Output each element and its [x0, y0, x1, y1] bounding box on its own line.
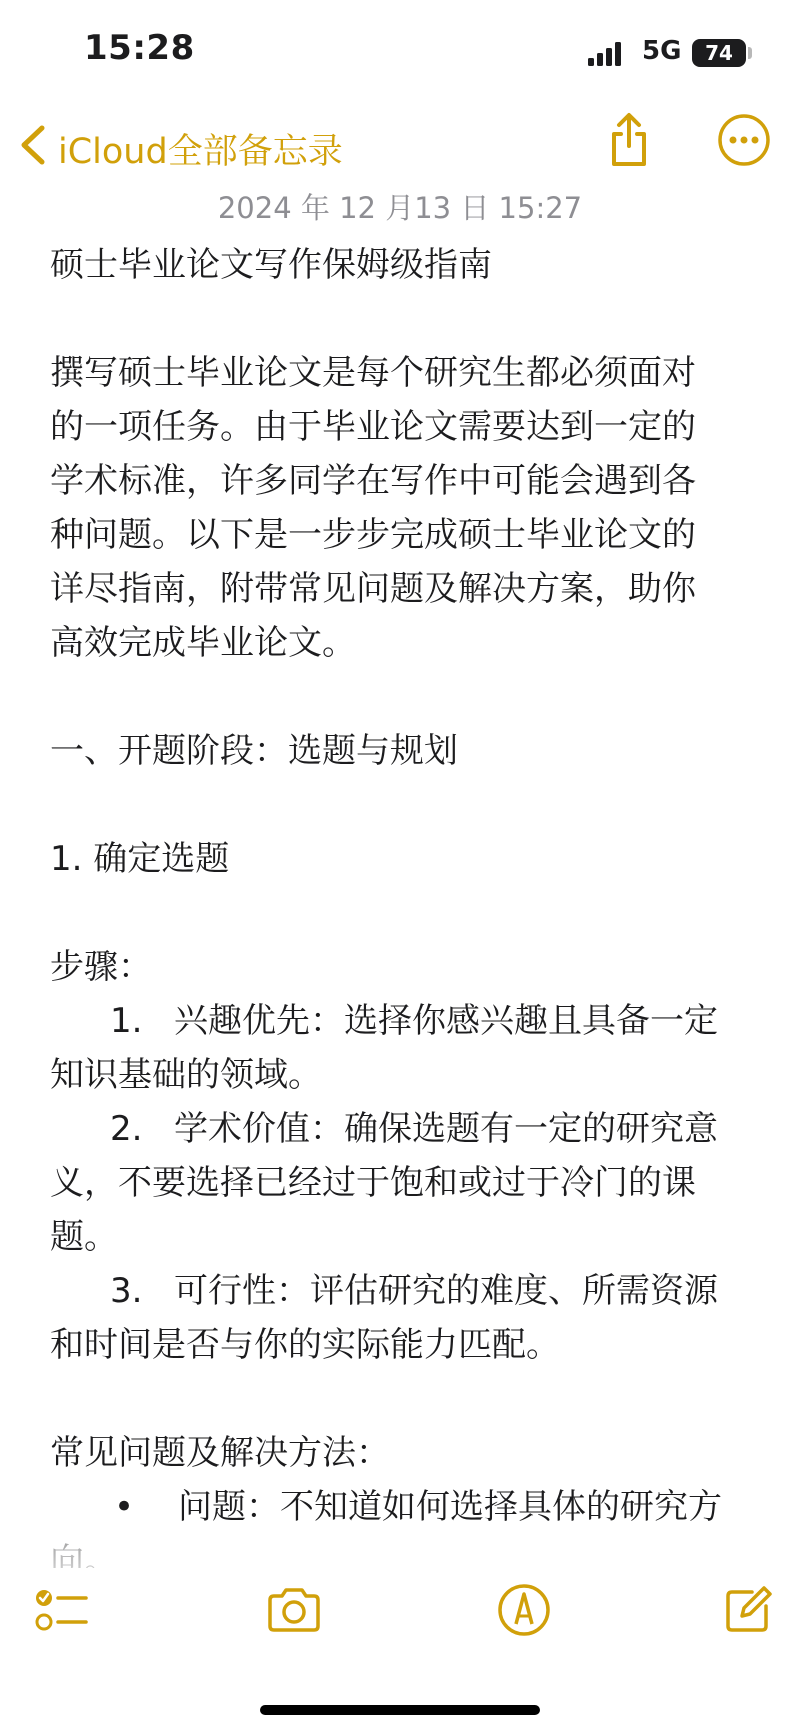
- steps-label: 步骤：: [50, 947, 152, 987]
- intro-line: 详尽指南，附带常见问题及解决方案，助你: [50, 569, 696, 609]
- clock: 15:28: [84, 28, 195, 68]
- blank-line: [50, 292, 750, 346]
- step-text: 学术价值：确保选题有一定的研究意: [174, 1109, 718, 1149]
- nav-bar: [0, 110, 800, 190]
- compose-icon[interactable]: [718, 1580, 778, 1640]
- faq-label: 常见问题及解决方法：: [50, 1433, 390, 1473]
- step-item: [50, 994, 750, 1048]
- faq-item: [50, 1480, 750, 1534]
- intro-line: 高效完成毕业论文。: [50, 623, 356, 663]
- intro-line: 的一项任务。由于毕业论文需要达到一定的: [50, 407, 696, 447]
- back-button[interactable]: iCloud全部备忘录: [58, 132, 343, 172]
- share-icon[interactable]: [604, 110, 654, 170]
- blank-line: [50, 670, 750, 724]
- step-continuation: 和时间是否与你的实际能力匹配。: [50, 1325, 560, 1365]
- intro-line: 撰写硕士毕业论文是每个研究生都必须面对: [50, 353, 696, 393]
- step-text: 可行性：评估研究的难度、所需资源: [174, 1271, 718, 1311]
- step-item: [50, 1264, 750, 1318]
- home-indicator[interactable]: [260, 1705, 540, 1715]
- cellular-signal-icon: [588, 42, 622, 66]
- bullet: •: [114, 1487, 135, 1527]
- step-continuation: 知识基础的领域。: [50, 1055, 322, 1095]
- battery-level: 74: [705, 41, 733, 65]
- step-item: [50, 1102, 750, 1156]
- markup-pen-icon[interactable]: [494, 1580, 554, 1640]
- step-text: 兴趣优先：选择你感兴趣且具备一定: [174, 1001, 718, 1041]
- checklist-icon[interactable]: [32, 1580, 92, 1640]
- section-heading: 一、开题阶段：选题与规划: [50, 731, 458, 771]
- battery-icon: [692, 39, 746, 67]
- step-number: 3.: [110, 1271, 143, 1311]
- step-number: 1.: [110, 1001, 143, 1041]
- intro-line: 种问题。以下是一步步完成硕士毕业论文的: [50, 515, 696, 555]
- camera-icon[interactable]: [264, 1580, 324, 1640]
- note-date: 2024 年 12 月13 日 15:27: [217, 191, 583, 225]
- note-title: 硕士毕业论文写作保姆级指南: [50, 245, 492, 285]
- chevron-left-icon[interactable]: [16, 122, 50, 168]
- faq-text: 问题：不知道如何选择具体的研究方: [178, 1487, 722, 1527]
- note-body[interactable]: [50, 238, 750, 1568]
- subsection-heading: 1. 确定选题: [50, 839, 230, 879]
- ellipsis-circle-icon[interactable]: [716, 112, 772, 168]
- step-continuation: 题。: [50, 1217, 118, 1257]
- bottom-toolbar: [0, 1580, 800, 1670]
- blank-line: [50, 778, 750, 832]
- blank-line: [50, 1372, 750, 1426]
- battery-cap: [748, 47, 752, 59]
- step-continuation: 义，不要选择已经过于饱和或过于冷门的课: [50, 1163, 696, 1203]
- network-type: 5G: [642, 36, 682, 66]
- step-number: 2.: [110, 1109, 143, 1149]
- blank-line: [50, 886, 750, 940]
- status-bar: [0, 0, 800, 110]
- intro-line: 学术标准，许多同学在写作中可能会遇到各: [50, 461, 696, 501]
